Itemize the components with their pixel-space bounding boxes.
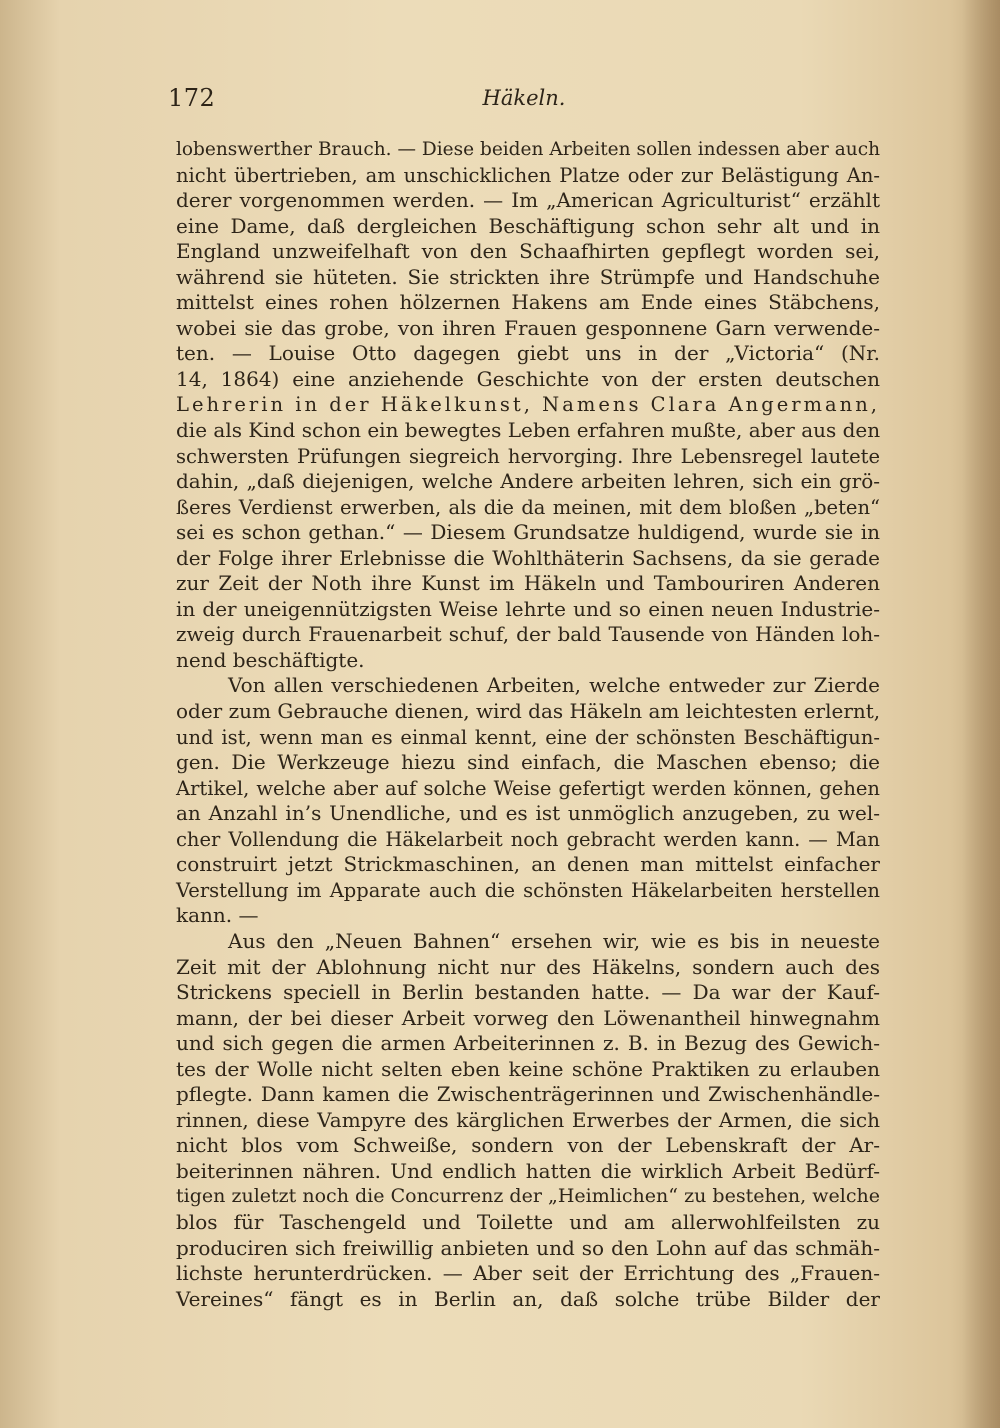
text-line: Strickens speciell in Berlin bestanden hatte. — Da war der Kauf-: [176, 980, 880, 1005]
text-line: oder zum Gebrauche dienen, wird das Häkeln am leichtesten erlernt,: [176, 699, 881, 724]
text-line: Von allen verschiedenen Arbeiten, welche entweder zur Zierde: [228, 673, 880, 698]
text-line: England unzweifelhaft von den Schaafhirten gepflegt worden sei,: [176, 239, 880, 264]
page-edge-shadow: [962, 0, 1000, 1428]
text-line: kann. —: [176, 903, 259, 928]
body-text: [176, 137, 880, 1312]
text-line: Lehrerin in der Häkelkunst, Namens Clara Angermann,: [176, 393, 880, 417]
text-line: nicht blos vom Schweiße, sondern von der Lebenskraft der Ar-: [176, 1133, 880, 1158]
text-line: Vereines“ fängt es in Berlin an, daß solche trübe Bilder der: [176, 1286, 880, 1311]
text-line: eine Dame, daß dergleichen Beschäftigung schon sehr alt und in: [176, 213, 880, 238]
text-line: der Folge ihrer Erlebnisse die Wohlthäterin Sachsens, da sie gerade: [176, 545, 880, 570]
text-line: gen. Die Werkzeuge hiezu sind einfach, die Maschen ebenso; die: [176, 750, 880, 775]
text-line: 14, 1864) eine anziehende Geschichte von der ersten deutschen: [176, 366, 880, 391]
text-line: lichste herunterdrücken. — Aber seit der Errichtung des „Frauen-: [176, 1261, 880, 1286]
text-line: schwersten Prüfungen siegreich hervorging. Ihre Lebensregel lautete: [176, 444, 880, 468]
text-line: zur Zeit der Noth ihre Kunst im Häkeln und Tambouriren Anderen: [176, 571, 880, 596]
text-line: mann, der bei dieser Arbeit vorweg den Löwenantheil hinwegnahm: [176, 1005, 880, 1030]
text-line: produciren sich freiwillig anbieten und so den Lohn auf das schmäh-: [176, 1235, 880, 1260]
text-line: an Anzahl in’s Unendliche, und es ist unmöglich anzugeben, zu wel-: [176, 801, 880, 826]
text-line: pflegte. Dann kamen die Zwischenträgerinnen und Zwischenhändle-: [176, 1082, 880, 1107]
text-line: Verstellung im Apparate auch die schönsten Häkelarbeiten herstellen: [176, 878, 880, 902]
text-line: rinnen, diese Vampyre des kärglichen Erwerbes der Armen, die sich: [176, 1107, 880, 1132]
text-line: und sich gegen die armen Arbeiterinnen z. B. in Bezug des Gewich-: [176, 1031, 880, 1056]
text-line: zweig durch Frauenarbeit schuf, der bald Tausende von Händen loh-: [176, 622, 880, 647]
text-line: sei es schon gethan.“ — Diesem Grundsatze huldigend, wurde sie in: [176, 520, 880, 545]
text-line: dahin, „daß diejenigen, welche Andere arbeiten lehren, sich ein grö-: [176, 469, 880, 494]
text-line: derer vorgenommen werden. — Im „American Agriculturist“ erzählt: [176, 188, 880, 213]
text-line: mittelst eines rohen hölzernen Hakens am Ende eines Stäbchens,: [176, 290, 880, 315]
text-line: tes der Wolle nicht selten eben keine schöne Praktiken zu erlauben: [176, 1056, 880, 1081]
text-line: in der uneigennützigsten Weise lehrte und so einen neuen Industrie-: [176, 596, 880, 621]
text-line: beiterinnen nähren. Und endlich hatten die wirklich Arbeit Bedürf-: [176, 1158, 880, 1183]
text-line: nicht übertrieben, am unschicklichen Platze oder zur Belästigung An-: [176, 163, 880, 187]
text-line: Aus den „Neuen Bahnen“ ersehen wir, wie es bis in neueste: [228, 928, 880, 953]
text-line: tigen zuletzt noch die Concurrenz der „Heimlichen“ zu bestehen, welche: [176, 1185, 880, 1208]
text-line: ßeres Verdienst erwerben, als die da meinen, mit dem bloßen „beten“: [176, 495, 880, 519]
text-line: construirt jetzt Strickmaschinen, an denen man mittelst einfacher: [176, 852, 880, 877]
text-line: nend beschäftigte.: [176, 647, 365, 672]
page-header: [168, 84, 880, 120]
text-line: die als Kind schon ein bewegtes Leben erfahren mußte, aber aus den: [176, 418, 881, 443]
text-line: und ist, wenn man es einmal kennt, eine der schönsten Beschäftigun-: [176, 725, 880, 749]
running-title: Häkeln.: [482, 86, 566, 110]
text-line: blos für Taschengeld und Toilette und am allerwohlfeilsten zu: [176, 1209, 880, 1234]
text-line: während sie hüteten. Sie strickten ihre Strümpfe und Handschuhe: [176, 264, 880, 289]
text-line: cher Vollendung die Häkelarbeit noch gebracht werden kann. — Man: [176, 827, 880, 851]
text-line: lobenswerther Brauch. — Diese beiden Arbeiten sollen indessen aber auch: [176, 139, 880, 160]
text-line: Zeit mit der Ablohnung nicht nur des Häkelns, sondern auch des: [176, 954, 880, 979]
text-line: ten. — Louise Otto dagegen giebt uns in der „Victoria“ (Nr.: [176, 341, 880, 366]
text-line: Artikel, welche aber auf solche Weise gefertigt werden können, gehen: [176, 776, 880, 800]
page-number: 172: [168, 84, 216, 112]
text-line: wobei sie das grobe, von ihren Frauen gesponnene Garn verwende-: [176, 315, 880, 340]
